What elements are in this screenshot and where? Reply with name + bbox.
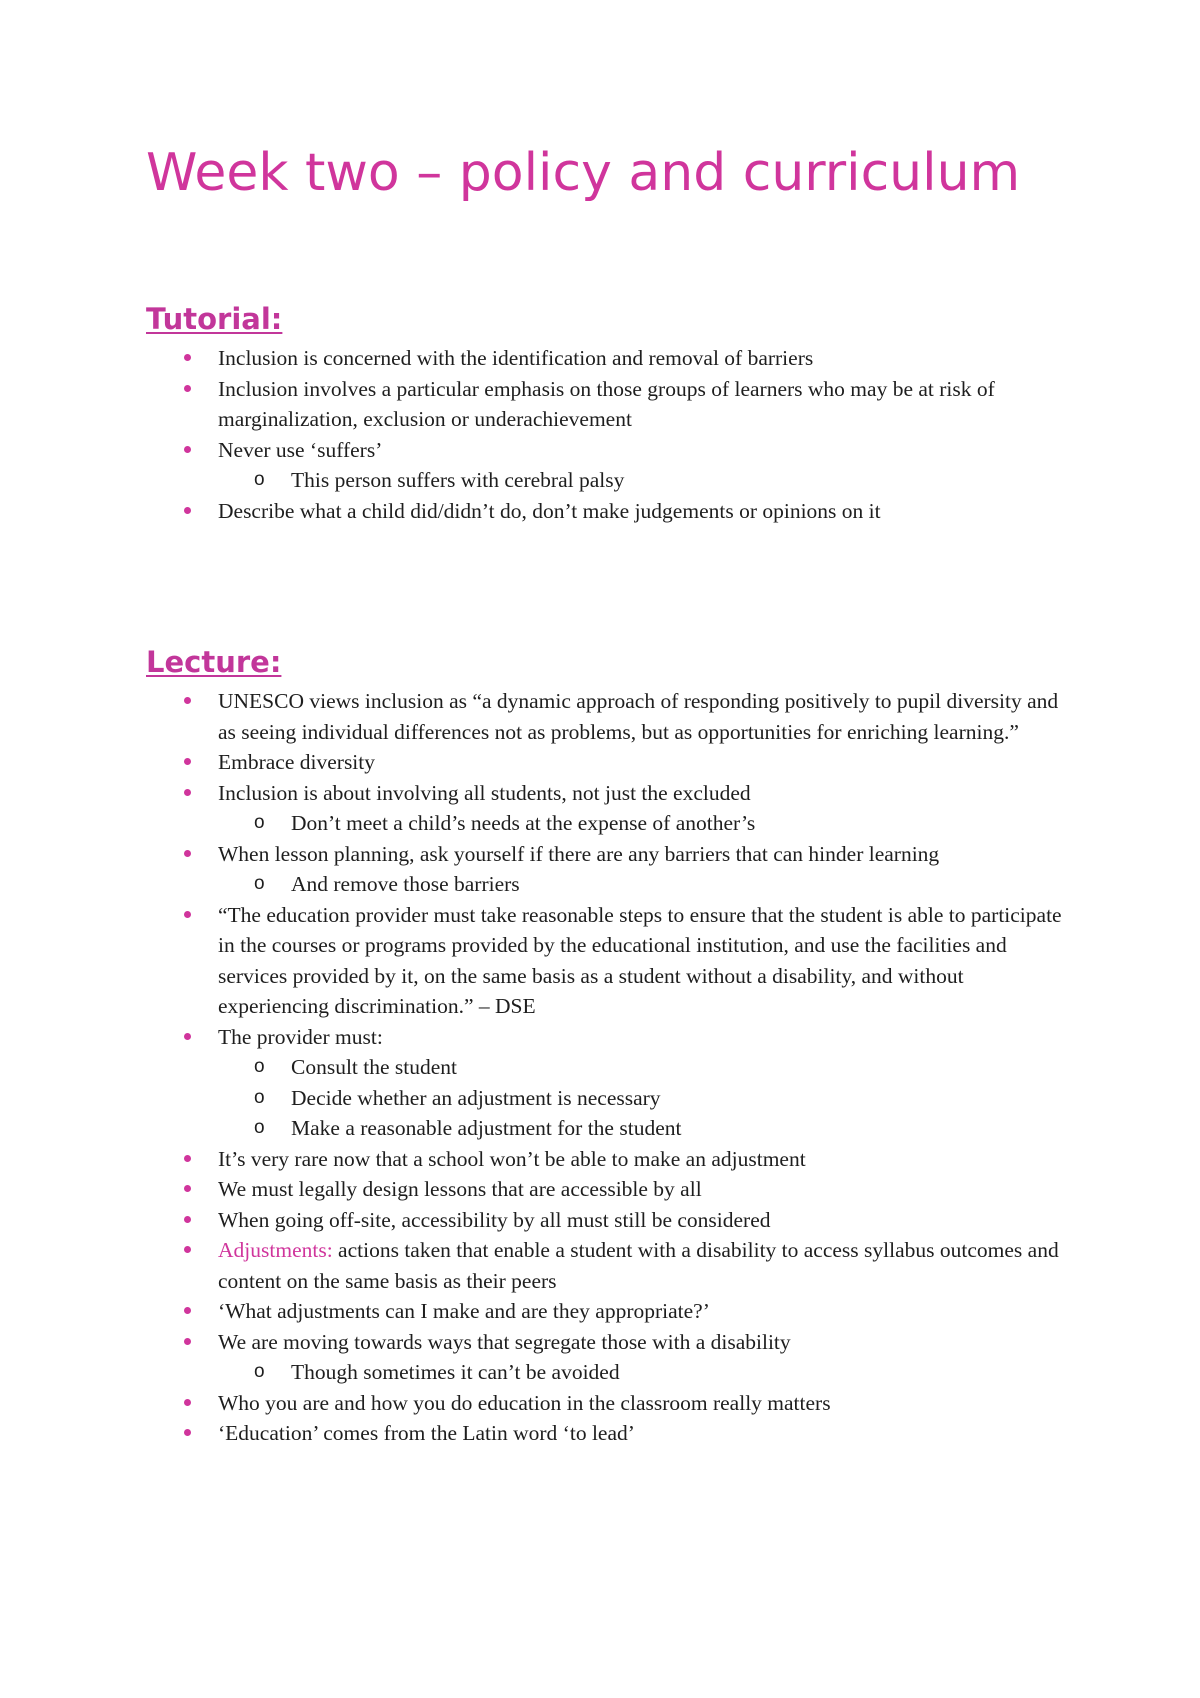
tutorial-list <box>0 343 1200 526</box>
bullet-icon <box>184 1399 191 1406</box>
bullet-icon <box>184 911 191 918</box>
circle-bullet-icon: o <box>254 873 265 894</box>
list-item <box>0 1296 1078 1327</box>
sub-list-item <box>0 465 1091 496</box>
bullet-icon <box>184 1429 191 1436</box>
list-item-text: “The education provider must take reasonable steps to ensure that the student is able to participate in the courses or programs provided by the educational institution, and use the facilities and services provided by it, on the same basis as a student without a disability, and without experiencing discrimination.” – DSE <box>218 902 1062 1018</box>
lecture-list <box>0 686 1200 1449</box>
list-item <box>0 343 1078 374</box>
sub-list-item-text: And remove those barriers <box>291 872 520 896</box>
lecture-heading: Lecture: <box>146 645 282 679</box>
circle-bullet-icon: o <box>254 469 265 490</box>
bullet-icon <box>184 1155 191 1162</box>
list-item <box>0 747 1078 778</box>
sub-list-item <box>0 808 1091 839</box>
sub-list-item-text: Consult the student <box>291 1055 458 1079</box>
list-item-text: Inclusion is about involving all students, not just the excluded <box>218 780 751 805</box>
sub-list-item-text: Make a reasonable adjustment for the student <box>291 1116 682 1140</box>
bullet-icon <box>184 385 191 392</box>
list-item-text: Embrace diversity <box>218 750 376 774</box>
list-item-text: When lesson planning, ask yourself if there are any barriers that can hinder learning <box>218 841 940 866</box>
list-item-text: It’s very rare now that a school won’t be able to make an adjustment <box>218 1146 806 1171</box>
list-item <box>0 374 1078 435</box>
bullet-icon <box>184 1033 191 1040</box>
list-item <box>0 1235 1078 1296</box>
list-item-text: We must legally design lessons that are accessible by all <box>218 1177 702 1201</box>
bullet-icon <box>184 789 191 796</box>
bullet-icon <box>184 1338 191 1345</box>
list-item-text: Inclusion is concerned with the identification and removal of barriers <box>218 346 814 370</box>
list-item-text: Describe what a child did/didn’t do, don’t make judgements or opinions on it <box>218 498 881 523</box>
list-item <box>0 1174 1078 1205</box>
bullet-icon <box>184 1185 191 1192</box>
bullet-icon <box>184 697 191 704</box>
circle-bullet-icon: o <box>254 812 265 833</box>
list-item-text: We are moving towards ways that segregate those with a disability <box>218 1329 791 1354</box>
sub-list-item-text: Decide whether an adjustment is necessary <box>291 1085 661 1110</box>
list-item-text: UNESCO views inclusion as “a dynamic approach of responding positively to pupil diversity and as seeing individual differences not as problems, but as opportunities for enriching learning.” <box>218 689 1059 744</box>
sub-list-item <box>0 1357 1091 1388</box>
list-item <box>0 1388 1078 1419</box>
list-item-text: actions taken that enable a student with a disability to access syllabus outcomes and content on the same basis as their peers <box>218 1238 1059 1293</box>
bullet-icon <box>184 1246 191 1253</box>
bullet-icon <box>184 850 191 857</box>
list-item <box>0 1327 1078 1358</box>
list-item-text: When going off-site, accessibility by all must still be considered <box>218 1207 771 1232</box>
bullet-icon <box>184 507 191 514</box>
bullet-icon <box>184 1216 191 1223</box>
list-item <box>0 1205 1078 1236</box>
sub-list-item-text: Though sometimes it can’t be avoided <box>291 1360 620 1384</box>
list-item <box>0 435 1078 466</box>
term-label: Adjustments: <box>218 1238 333 1262</box>
circle-bullet-icon: o <box>254 1056 265 1077</box>
list-item-text: Who you are and how you do education in the classroom really matters <box>218 1390 831 1415</box>
bullet-icon <box>184 1307 191 1314</box>
sub-list-item-text: Don’t meet a child’s needs at the expense of another’s <box>291 811 756 835</box>
bullet-icon <box>184 446 191 453</box>
list-item <box>0 686 1078 747</box>
circle-bullet-icon: o <box>254 1117 265 1138</box>
list-item-text: Inclusion involves a particular emphasis on those groups of learners who may be at risk of marginalization, exclusion or underachievement <box>218 376 995 431</box>
list-item <box>0 839 1078 870</box>
list-item <box>0 1418 1078 1449</box>
list-item <box>0 1022 1078 1053</box>
list-item <box>0 778 1078 809</box>
sub-list-item <box>0 1083 1091 1114</box>
list-item-text: ‘Education’ comes from the Latin word ‘to lead’ <box>218 1421 635 1445</box>
list-item-text: ‘What adjustments can I make and are they appropriate?’ <box>218 1299 710 1323</box>
list-item <box>0 496 1078 527</box>
list-item <box>0 900 1078 1022</box>
page-title: Week two – policy and curriculum <box>146 143 1021 203</box>
sub-list-item <box>0 1052 1091 1083</box>
bullet-icon <box>184 354 191 361</box>
sub-list-item-text: This person suffers with cerebral palsy <box>291 468 625 492</box>
list-item-text: The provider must: <box>218 1024 383 1049</box>
sub-list-item <box>0 1113 1091 1144</box>
circle-bullet-icon: o <box>254 1361 265 1382</box>
sub-list-item <box>0 869 1091 900</box>
tutorial-heading: Tutorial: <box>146 302 283 336</box>
list-item <box>0 1144 1078 1175</box>
bullet-icon <box>184 758 191 765</box>
list-item-text: Never use ‘suffers’ <box>218 437 383 462</box>
circle-bullet-icon: o <box>254 1086 265 1108</box>
